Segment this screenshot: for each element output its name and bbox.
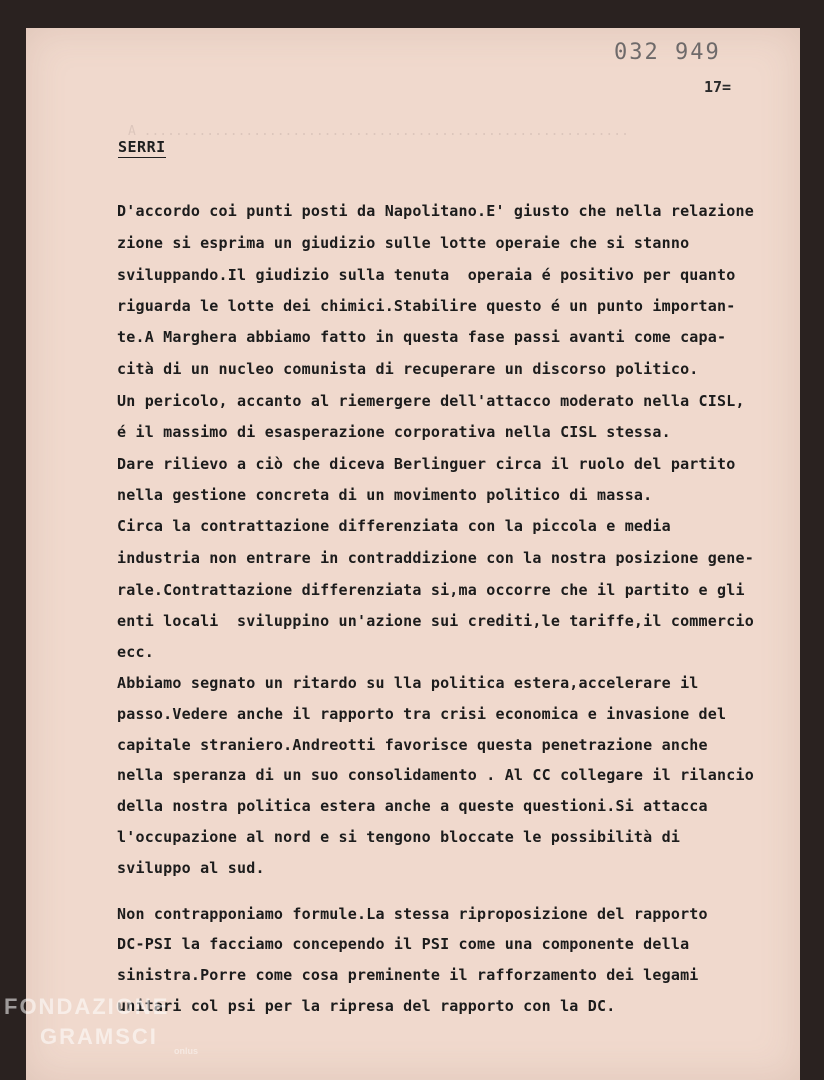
text-line: enti locali sviluppino un'azione sui crediti,le tariffe,il commercio xyxy=(117,612,754,630)
text-line: sviluppo al sud. xyxy=(117,859,265,877)
text-line: Circa la contrattazione differenziata con la piccola e media xyxy=(117,517,671,535)
text-line: riguarda le lotte dei chimici.Stabilire questo é un punto importan- xyxy=(117,297,736,315)
text-line: te.A Marghera abbiamo fatto in questa fase passi avanti come capa- xyxy=(117,328,727,346)
text-line: D'accordo coi punti posti da Napolitano.E' giusto che nella relazione xyxy=(117,202,754,220)
text-line: unitari col psi per la ripresa del rapporto con la DC. xyxy=(117,997,616,1015)
text-line: zione si esprima un giudizio sulle lotte operaie che si stanno xyxy=(117,234,690,252)
text-line: della nostra politica estera anche a queste questioni.Si attacca xyxy=(117,797,708,815)
text-line: DC-PSI la facciamo concependo il PSI come una componente della xyxy=(117,935,690,953)
page-number: 17= xyxy=(704,78,732,96)
text-line: sinistra.Porre come cosa preminente il rafforzamento dei legami xyxy=(117,966,699,984)
text-line: rale.Contrattazione differenziata si,ma occorre che il partito e gli xyxy=(117,581,745,599)
text-line: ecc. xyxy=(117,643,154,661)
watermark-line-1: FONDAZIONE xyxy=(4,994,170,1019)
text-line: passo.Vedere anche il rapporto tra crisi economica e invasione del xyxy=(117,705,727,723)
text-line: industria non entrare in contraddizione con la nostra posizione gene- xyxy=(117,549,754,567)
text-line: nella gestione concreta di un movimento politico di massa. xyxy=(117,486,653,504)
text-line: Un pericolo, accanto al riemergere dell'attacco moderato nella CISL, xyxy=(117,392,745,410)
text-line: é il massimo di esasperazione corporativa nella CISL stessa. xyxy=(117,423,671,441)
show-through-text: A .............................................................. xyxy=(128,124,629,139)
text-line: Non contrapponiamo formule.La stessa riproposizione del rapporto xyxy=(117,905,708,923)
text-line: l'occupazione al nord e si tengono bloccate le possibilità di xyxy=(117,828,681,846)
text-line: Abbiamo segnato un ritardo su lla politica estera,accelerare il xyxy=(117,674,699,692)
watermark-line-2: GRAMSCI xyxy=(40,1024,158,1049)
archive-watermark xyxy=(4,994,198,1056)
text-line: cità di un nucleo comunista di recuperare un discorso politico. xyxy=(117,360,699,378)
archive-number: 032 949 xyxy=(614,40,721,65)
watermark-line-3: onlus xyxy=(174,1046,198,1056)
text-line: nella speranza di un suo consolidamento . Al CC collegare il rilancio xyxy=(117,766,754,784)
text-line: Dare rilievo a ciò che diceva Berlinguer circa il ruolo del partito xyxy=(117,455,736,473)
text-line: capitale straniero.Andreotti favorisce questa penetrazione anche xyxy=(117,736,708,754)
speaker-heading: SERRI xyxy=(118,138,166,156)
text-line: sviluppando.Il giudizio sulla tenuta operaia é positivo per quanto xyxy=(117,266,736,284)
